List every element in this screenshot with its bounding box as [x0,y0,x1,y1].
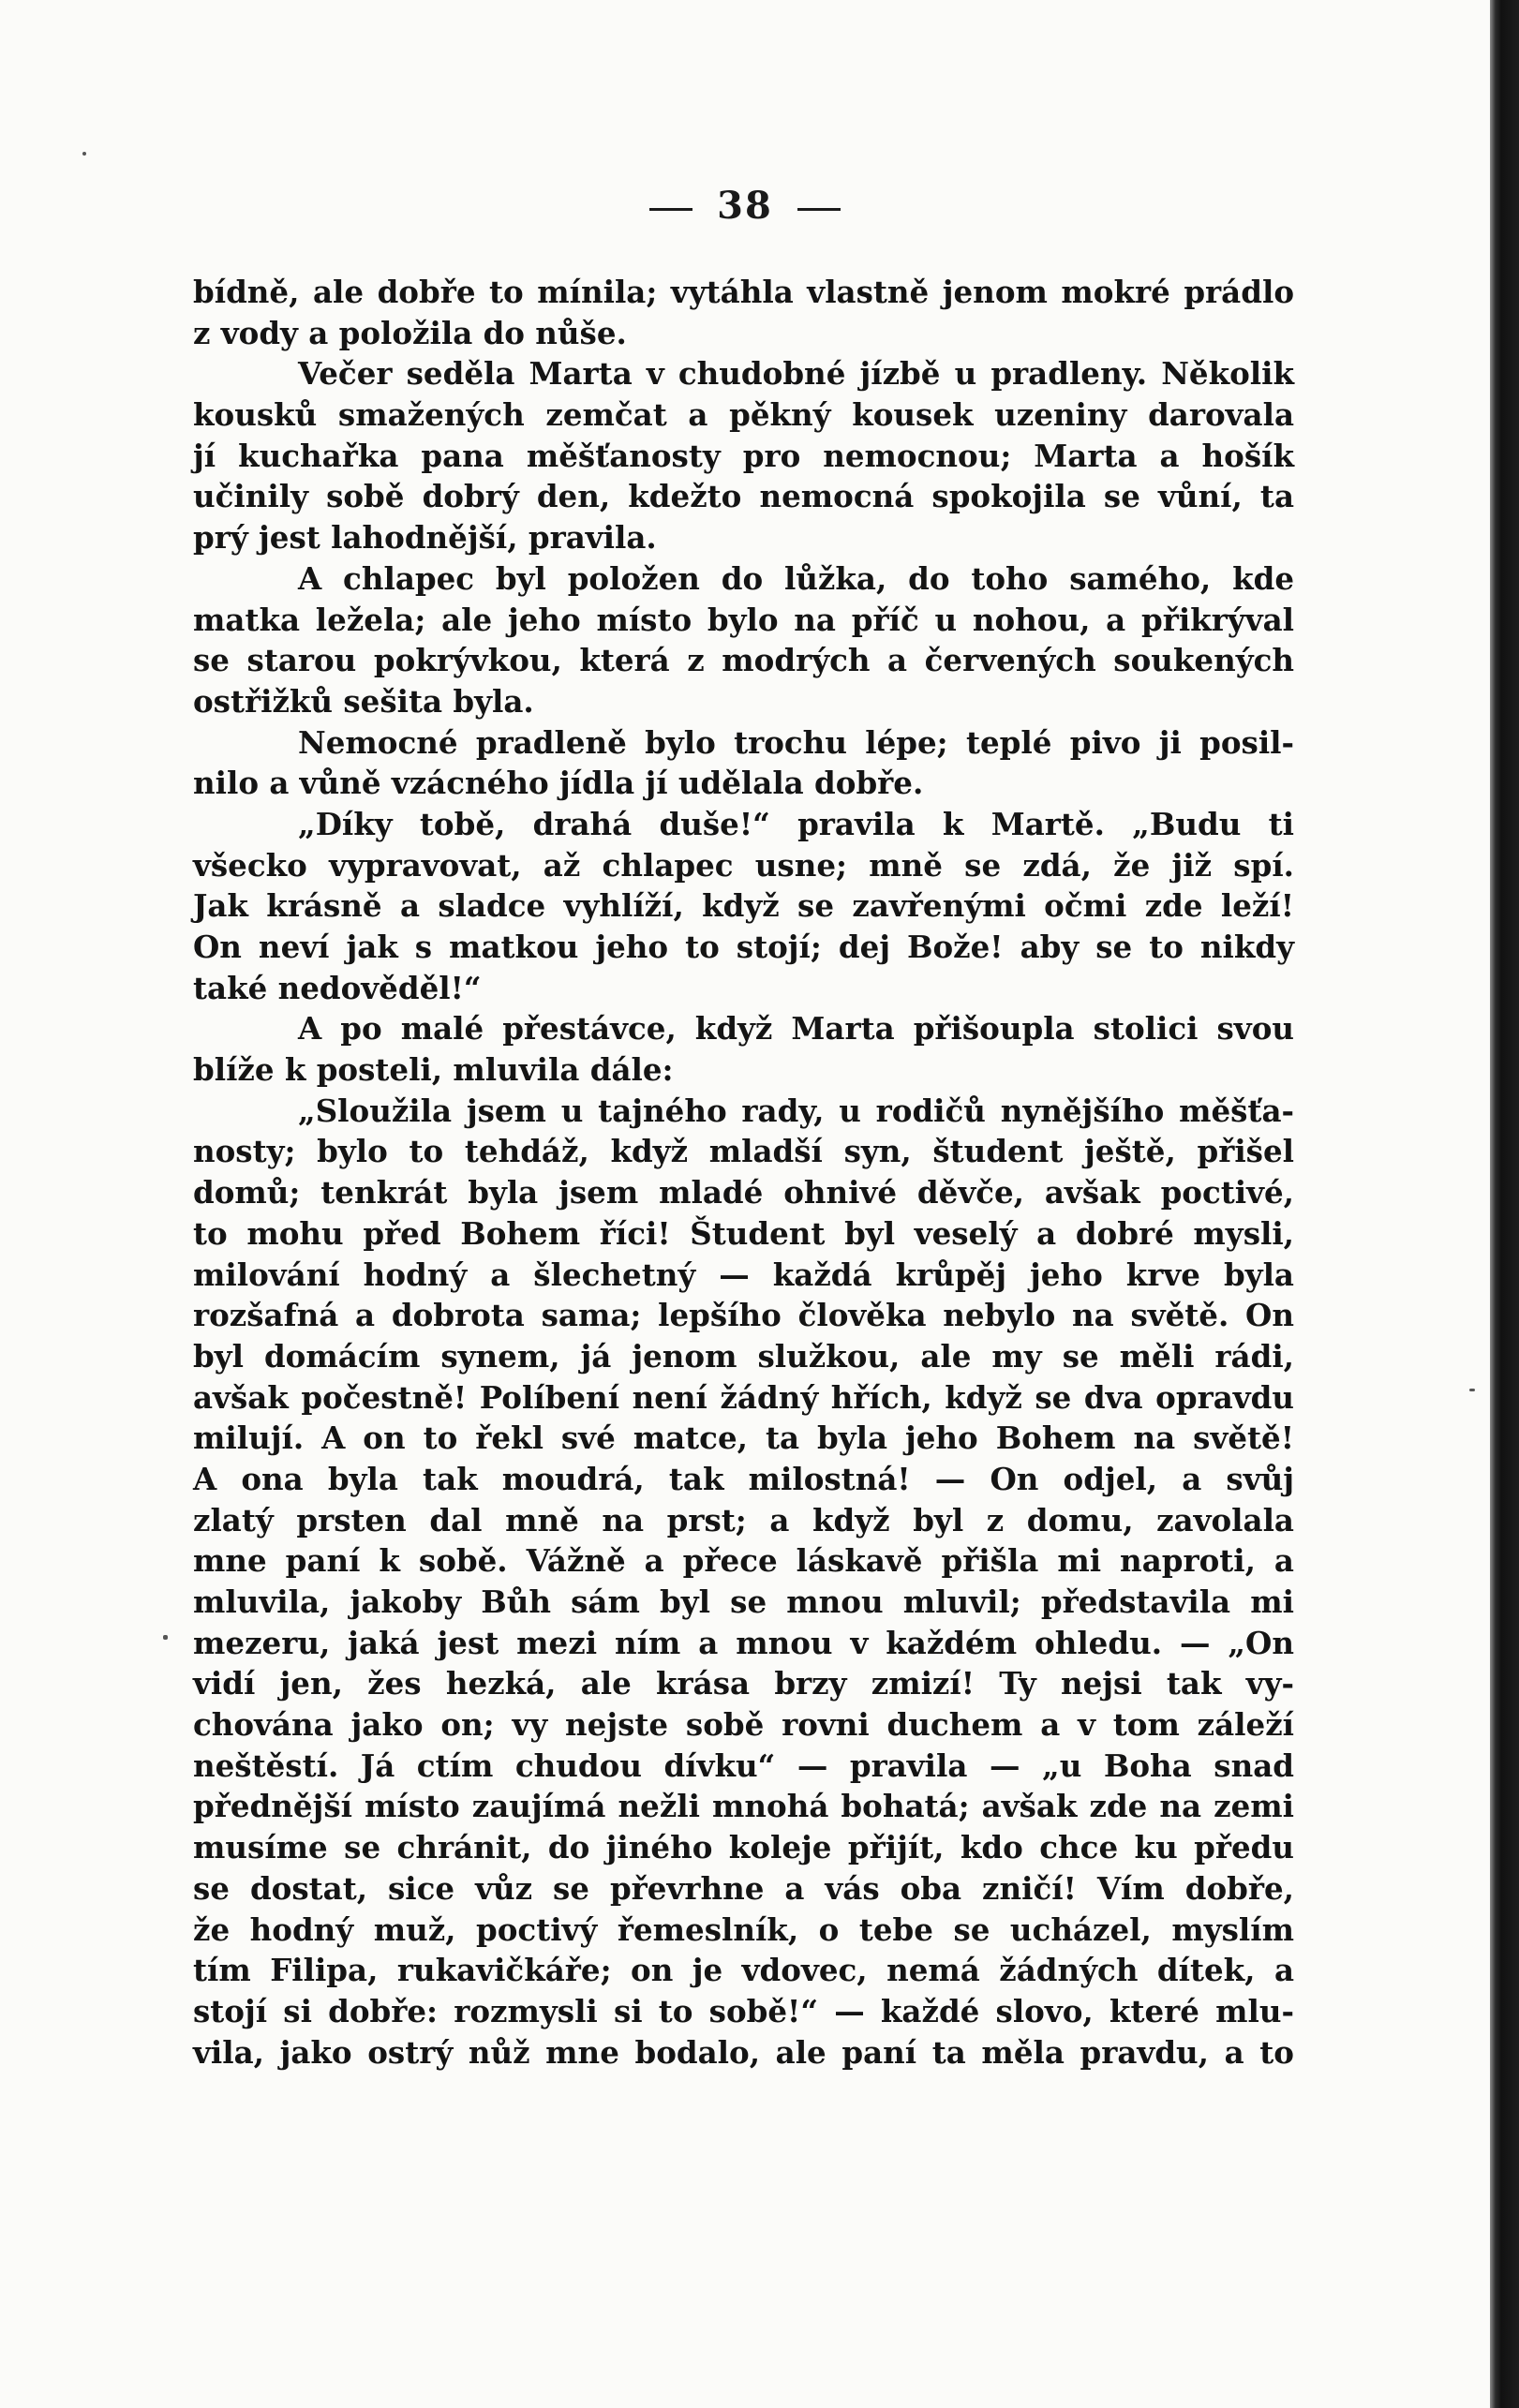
text-line: nilo a vůně vzácného jídla jí udělala dobře. [193,765,924,802]
page-edge-shadow [1490,0,1519,2408]
text-line: domů; tenkrát byla jsem mladé ohnivé děvče, avšak poctivé, [193,1174,1294,1211]
text-line: vila, jako ostrý nůž mne bodalo, ale paní ta měla pravdu, a to [193,2033,1294,2071]
text-line: milování hodný a šlechetný — každá krůpěj jeho krve byla [193,1256,1294,1293]
page-number: 38 [717,184,773,228]
text-line: avšak počestně! Políbení není žádný hřích, když se dva opravdu [193,1378,1294,1416]
text-line: všecko vypravovat, až chlapec usne; mně se zdá, že již spí. [193,846,1294,884]
header-dash-left [649,208,692,211]
text-line: Večer seděla Marta v chudobné jízbě u pradleny. Několik [298,355,1294,393]
body-text [193,272,1294,2073]
text-line: milují. A on to řekl své matce, ta byla jeho Bohem na světě! [193,1420,1294,1457]
text-line: Nemocné pradleně bylo trochu lépe; teplé pivo ji posil- [298,723,1294,761]
text-line: se starou pokrývkou, která z modrých a červených soukených [193,642,1294,679]
header-dash-right [797,208,841,211]
text-line: ostřižků sešita byla. [193,682,534,720]
text-line: mezeru, jaká jest mezi ním a mnou v každém ohledu. — „On [193,1624,1294,1661]
text-line: A ona byla tak moudrá, tak milostná! — On odjel, a svůj [193,1460,1294,1497]
text-line: se dostat, sice vůz se převrhne a vás oba zničí! Vím dobře, [193,1869,1294,1907]
text-line: stojí si dobře: rozmysli si to sobě!“ — každé slovo, které mlu- [193,1992,1294,2029]
text-line: mluvila, jakoby Bůh sám byl se mnou mluvil; představila mi [193,1583,1294,1620]
text-line: nosty; bylo to tehdáž, když mladší syn, študent ještě, přišel [193,1133,1294,1170]
text-line: zlatý prsten dal mně na prst; a když byl z domu, zavolala [193,1501,1294,1538]
text-line: mne paní k sobě. Vážně a přece láskavě přišla mi naproti, a [193,1542,1294,1580]
text-line: bídně, ale dobře to mínila; vytáhla vlastně jenom mokré prádlo [193,274,1294,310]
print-speck [1469,1389,1475,1391]
text-line: rozšafná a dobrota sama; lepšího člověka nebylo na světě. On [193,1297,1294,1334]
text-line: „Sloužila jsem u tajného rady, u rodičů nynějšího měšťa- [298,1092,1294,1129]
text-line: učinily sobě dobrý den, kdežto nemocná spokojila se vůní, ta [193,478,1294,515]
page-header [0,184,1490,240]
text-line: prý jest lahodnější, pravila. [193,519,657,557]
text-line: jí kuchařka pana měšťanosty pro nemocnou; Marta a hošík [193,437,1294,474]
text-line: A chlapec byl položen do lůžka, do toho samého, kde [298,559,1294,597]
text-line: blíže k posteli, mluvila dále: [193,1051,674,1089]
text-line: musíme se chránit, do jiného koleje přijít, kdo chce ku předu [193,1829,1294,1866]
print-speck [163,1635,168,1640]
print-speck [82,152,86,156]
text-line: matka ležela; ale jeho místo bylo na příč u nohou, a přikrýval [193,601,1294,638]
text-line: tím Filipa, rukavičkáře; on je vdovec, nemá žádných dítek, a [193,1952,1294,1989]
text-line: „Díky tobě, drahá duše!“ pravila k Martě. „Budu ti [298,805,1294,842]
text-line: přednější místo zaujímá nežli mnohá bohatá; avšak zde na zemi [193,1788,1294,1825]
text-line: Jak krásně a sladce vyhlíží, když se zavřenými očmi zde leží! [193,887,1294,925]
text-line: kousků smažených zemčat a pěkný kousek uzeniny darovala [193,396,1294,434]
text-line: že hodný muž, poctivý řemeslník, o tebe se ucházel, myslím [193,1910,1294,1948]
text-line: to mohu před Bohem říci! Študent byl veselý a dobré mysli, [193,1214,1294,1252]
text-line: z vody a položila do nůše. [193,314,627,351]
text-line: chována jako on; vy nejste sobě rovni duchem a v tom záleží [193,1706,1294,1744]
text-line: byl domácím synem, já jenom služkou, ale my se měli rádi, [193,1337,1294,1375]
text-line: neštěstí. Já ctím chudou dívku“ — pravila — „u Boha snad [193,1747,1294,1784]
text-line: také nedověděl!“ [193,969,482,1006]
text-line: A po malé přestávce, když Marta přišoupla stolici svou [298,1010,1294,1048]
text-line: On neví jak s matkou jeho to stojí; dej Bože! aby se to nikdy [193,929,1294,965]
text-line: vidí jen, žes hezká, ale krása brzy zmizí! Ty nejsi tak vy- [193,1665,1294,1702]
